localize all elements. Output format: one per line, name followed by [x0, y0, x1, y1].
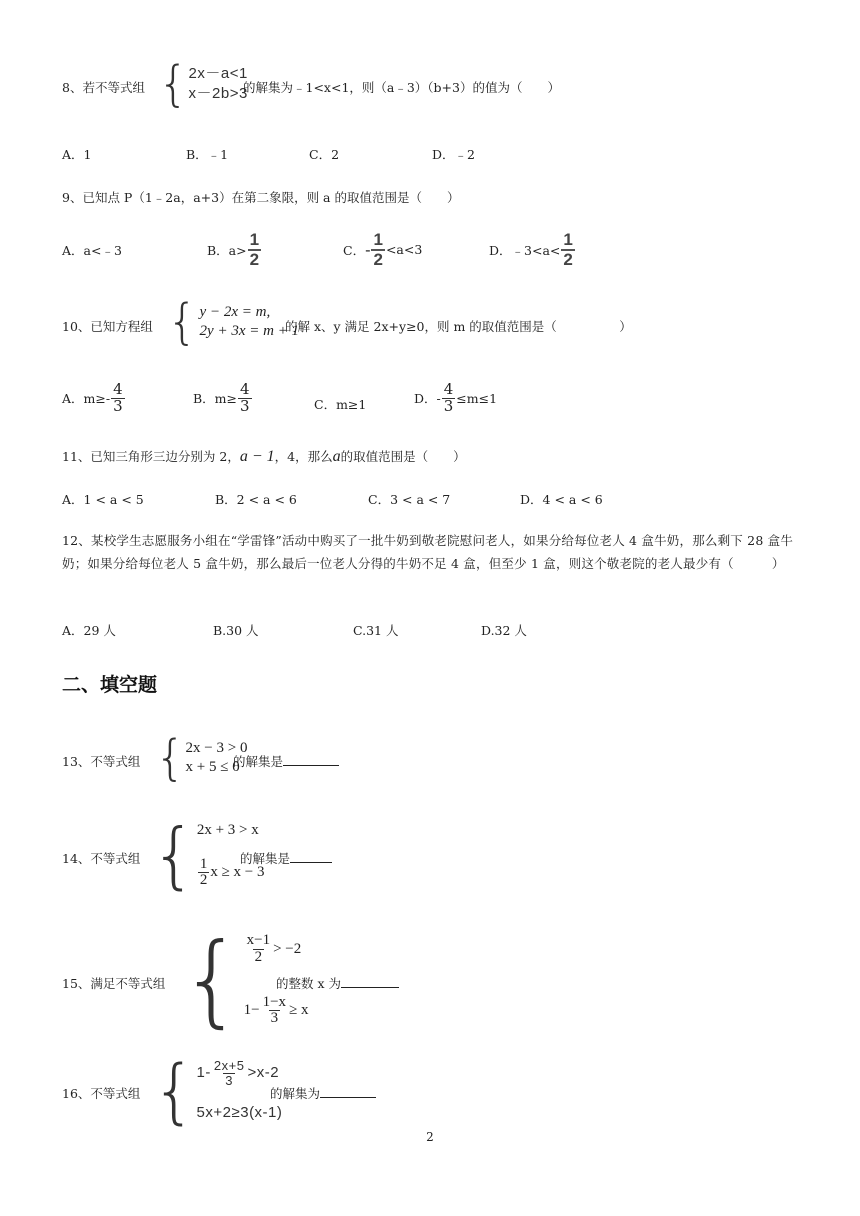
q12-option-a: A．29 人	[62, 623, 116, 638]
fraction: $\frac{2x+5}{3}$	[213, 1058, 245, 1088]
q12-text: 12、某校学生志愿服务小组在“学雷锋”活动中购买了一批牛奶到敬老院慰问老人，如果分给每位老人 4 盒牛奶，那么剩下 28 盒牛奶；如果分给每位老人 5 盒牛奶，那么最后一位老人分得的牛奶不足 4 盒，但至少 1 盒，则这个敬老院的老人最少有（ ）	[62, 533, 794, 571]
q8-option-b: B．﹣1	[186, 147, 229, 162]
q15-line1: $\frac{x-1}{2}$ > −2	[246, 932, 302, 965]
q16-line2: 5x+2≥3(x-1)	[196, 1103, 283, 1121]
q14-suffix: 的解集是	[240, 849, 332, 867]
q11-var: a	[332, 448, 341, 465]
q11-option-c: C．3 < a < 7	[368, 492, 451, 507]
q9-option-d: D．﹣3<a< $\frac{1}{2}$	[489, 230, 573, 269]
q16-suffix: 的解集为	[270, 1084, 376, 1102]
answer-blank[interactable]	[341, 975, 399, 988]
answer-blank[interactable]	[320, 1085, 376, 1098]
q10-option-c: C．m≥1	[314, 397, 367, 412]
section-title: 二、填空题	[62, 674, 158, 696]
q14-line2: $\frac{1}{2}$ x ≥ x − 3	[199, 855, 265, 889]
q8-option-c: C．2	[309, 147, 340, 162]
brace: {	[152, 1050, 197, 1132]
q11-option-b: B．2 < a < 6	[215, 492, 297, 507]
q16-prefix: 16、不等式组	[62, 1086, 141, 1101]
q15-line2: 1− $\frac{1-x}{3}$ ≥ x	[243, 993, 309, 1027]
q8-option-a: A．1	[62, 147, 92, 162]
fraction: $\frac{4}{3}$	[113, 380, 123, 415]
q10-equation-system	[167, 294, 300, 350]
q12-option-b: B.30 人	[213, 623, 259, 638]
brace: {	[158, 56, 189, 112]
q14-line1: 2x + 3 > x	[196, 822, 259, 838]
q13-suffix: 的解集是	[233, 752, 339, 770]
brace: {	[151, 813, 197, 897]
q9-option-c: C． - $\frac{1}{2}$ <a<3	[343, 230, 423, 269]
fraction: $\frac{x-1}{2}$	[246, 932, 271, 965]
brace: {	[180, 921, 244, 1038]
q13-line2: x + 5 ≤ 0	[185, 759, 240, 775]
fraction: $\frac{1}{2}$	[563, 230, 573, 269]
q10-prefix: 10、已知方程组	[62, 319, 153, 334]
q15-suffix: 的整数 x 为	[276, 974, 399, 992]
answer-blank[interactable]	[283, 753, 339, 766]
q12-option-d: D.32 人	[481, 623, 527, 638]
q11-option-d: D．4 < a < 6	[520, 492, 603, 507]
q10-option-b: B．m≥ $\frac{4}{3}$	[193, 380, 250, 415]
fraction: $\frac{4}{3}$	[240, 380, 250, 415]
q13-prefix: 13、不等式组	[62, 754, 141, 769]
answer-blank[interactable]	[290, 850, 332, 863]
q10-option-d: D．- $\frac{4}{3}$ ≤m≤1	[414, 380, 498, 415]
page-number: 2	[426, 1130, 434, 1144]
fraction: $\frac{1}{2}$	[249, 230, 260, 269]
q10-line2: 2y + 3x = m + 1	[199, 323, 300, 339]
q10-option-a: A．m≥- $\frac{4}{3}$	[62, 380, 123, 415]
q12-option-c: C.31 人	[353, 623, 399, 638]
fraction: $\frac{1}{2}$	[373, 230, 383, 269]
fraction: $\frac{4}{3}$	[443, 380, 454, 415]
q15-prefix: 15、满足不等式组	[62, 976, 166, 991]
q16-line1: 1- $\frac{2x+5}{3}$ >x-2	[196, 1058, 280, 1088]
fraction: $\frac{1-x}{3}$	[262, 993, 287, 1027]
q9-option-b: B．a> $\frac{1}{2}$	[207, 230, 260, 269]
q8-inequality-system	[158, 56, 248, 112]
q11-expr: a − 1	[239, 448, 275, 465]
fraction: $\frac{1}{2}$	[199, 855, 208, 889]
q9-option-a: A．a<﹣3	[62, 243, 122, 258]
q10-suffix: 的解 x、y 满足 2x+y≥0，则 m 的取值范围是（ ）	[285, 319, 632, 334]
q8-line1: 2x－a<1	[188, 64, 248, 82]
q16-inequality-system	[152, 1050, 283, 1132]
q9-text: 9、已知点 P（1﹣2a，a+3）在第二象限，则 a 的取值范围是（ ）	[62, 190, 460, 205]
q14-prefix: 14、不等式组	[62, 851, 141, 866]
brace: {	[155, 730, 186, 786]
brace: {	[167, 294, 198, 350]
q8-line2: x－2b>3	[188, 85, 248, 102]
q13-line1: 2x − 3 > 0	[185, 740, 248, 757]
q11-option-a: A．1 < a < 5	[62, 492, 144, 507]
q8-suffix: 的解集为﹣1<x<1，则（a﹣3）（b+3）的值为（ ）	[243, 80, 560, 95]
q11-text: 11、已知三角形三边分别为 2，a − 1，4，那么a的取值范围是（ ）	[62, 448, 466, 465]
q10-line1: y − 2x = m,	[199, 304, 271, 321]
q8-prefix: 8、若不等式组	[62, 80, 145, 95]
q8-option-d: D．﹣2	[432, 147, 475, 162]
